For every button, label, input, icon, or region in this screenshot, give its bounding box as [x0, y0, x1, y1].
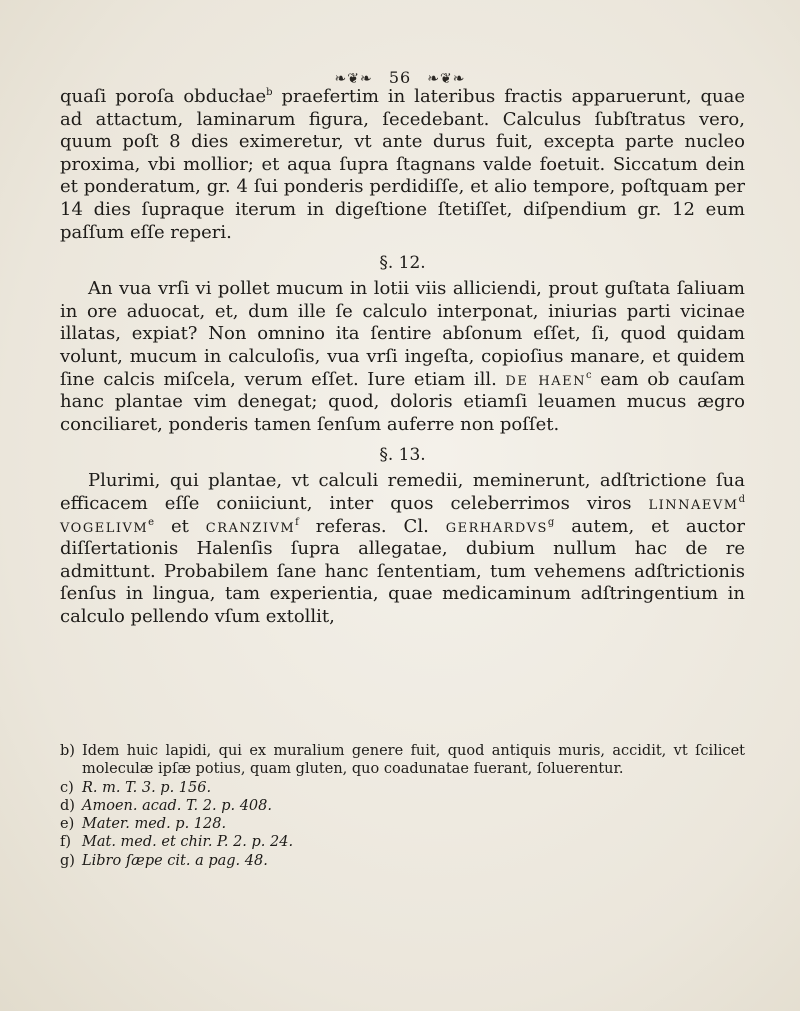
footnote-label: d) — [60, 797, 75, 814]
text-run: eam ob cauſam hanc plantae vim denegat; quod, doloris etiamſi leuamen mucus ægro conciliaret, ponderis tamen ſenſum auferre non poſſet. — [60, 368, 745, 435]
footnote-text: Mater. med. p. 128. — [82, 816, 227, 833]
footnote-e — [60, 815, 745, 833]
footnote-text: Libro ſæpe cit. a pag. 48. — [82, 852, 268, 869]
footnote-ref: c — [585, 369, 592, 381]
page-number: 56 — [388, 68, 412, 87]
author-name: de haen — [505, 368, 586, 390]
section-heading-13: §. 13. — [379, 445, 426, 466]
main-text — [60, 86, 745, 628]
section-heading-12: §. 12. — [379, 253, 426, 274]
paragraph-continuation — [60, 86, 745, 244]
footnote-label: e) — [60, 816, 75, 833]
author-name: gerhardvs — [445, 515, 548, 537]
author-name: linnaevm — [648, 492, 739, 514]
paragraph-section-13 — [60, 470, 745, 628]
text-run: quaſi poroſa obducłae — [60, 86, 267, 107]
footnote-ref: d — [738, 493, 745, 505]
footnote-ref: e — [148, 516, 155, 528]
footnote-text: Amoen. acad. T. 2. p. 408. — [82, 797, 272, 814]
text-run: autem, et auctor diſſertationis Halenſis ſupra allegatae, dubium nullum hac de re admittunt. Probabilem ſane hanc ſententiam, tum vehemens adſtrictionis ſenſus in lingua, tam experientia, quae medicaminum adſtringentium in calculo pellendo vſum extollit, — [60, 515, 745, 627]
footnote-d — [60, 797, 745, 815]
footnote-label: f) — [60, 834, 72, 851]
footnote-c — [60, 779, 745, 797]
footnote-g — [60, 852, 745, 870]
footnote-b — [60, 742, 745, 779]
text-run: referas. Cl. — [298, 515, 446, 537]
footnote-label: g) — [60, 852, 75, 869]
footnote-f — [60, 833, 745, 851]
footnotes — [60, 742, 745, 870]
footnote-label: b) — [60, 743, 75, 759]
footnote-ref: b — [266, 87, 273, 98]
text-run: An vua vrſi vi pollet mucum in lotii viis alliciendi, prout guſtata ſaliuam in ore aduocat, et, dum ille ſe calculo interponat, iniurias parti vicinae illatas, expiat? Non omnino ita ſentire abſonum eſſet, ſi, quod quidam volunt, mucum in calculoſis, vua vrſi ingeſta, copioſius manare, et quidem ſine calcis miſcela, verum eſſet. Iure etiam ill. — [60, 278, 745, 390]
footnote-text: Idem huic lapidi, qui ex muralium genere fuit, quod antiquis muris, accidit, vt ſcilicet moleculæ ipſæ potius, quam gluten, quo coadunatae fuerant, ſoluerentur. — [82, 743, 745, 778]
text-run: praefertim in lateribus fractis apparuerunt, quae ad attactum, laminarum figura, ſecedebant. Calculus ſubſtratus vero, quum poſt 8 dies eximeretur, vt ante durus fuit, excepta parte nucleo proxima, vbi mollior; et aqua ſupra ſtagnans valde foetuit. Siccatum dein et ponderatum, gr. 4 ſui ponderis perdidiſſe, et alio tempore, poſtquam per 14 dies ſupraque iterum in digeſtione ſtetiſſet, diſpendium gr. 12 eum paſſum eſſe reperi. — [60, 86, 745, 243]
ornament-left: ❧❦❧ — [334, 71, 373, 87]
footnote-ref: g — [547, 516, 555, 528]
text-run: Plurimi, qui plantae, vt calculi remedii, meminerunt, adſtrictione ſua efficacem eſſe coniiciunt, inter quos celeberrimos viros — [60, 470, 745, 514]
footnote-ref: f — [295, 516, 299, 528]
paragraph-section-12 — [60, 278, 745, 436]
ornament-right: ❧❦❧ — [427, 71, 466, 87]
author-name: vogelivm — [60, 515, 149, 537]
text-run: et — [154, 515, 206, 537]
page-header — [0, 68, 800, 87]
footnote-label: c) — [60, 779, 74, 796]
footnote-text: Mat. med. et chir. P. 2. p. 24. — [82, 834, 294, 851]
author-name: cranzivm — [205, 515, 296, 537]
footnote-text: R. m. T. 3. p. 156. — [82, 779, 212, 796]
